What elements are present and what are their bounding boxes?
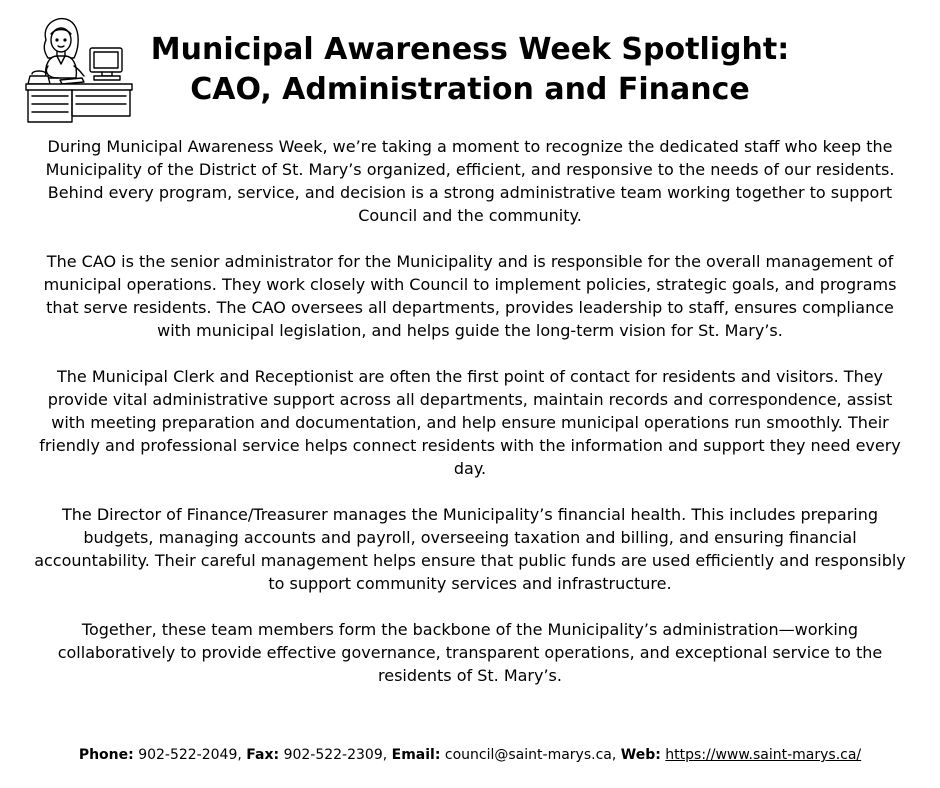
phone-number: 902-522-2049	[138, 747, 238, 763]
web-label: Web:	[620, 747, 661, 763]
phone-label: Phone:	[78, 747, 134, 763]
title-line-2: CAO, Administration and Finance	[190, 72, 750, 107]
title-line-1: Municipal Awareness Week Spotlight:	[150, 32, 790, 67]
paragraph-finance: The Director of Finance/Treasurer manages the Municipality’s financial health. This includes preparing budgets, managing accounts and payroll, overseeing taxation and billing, and ensuring financial accountability. Their careful management helps ensure that public funds are used efficiently and responsibly to support community services and infrastructure.	[34, 505, 906, 593]
separator: ,	[237, 747, 247, 763]
email-address: council@saint-marys.ca	[444, 747, 612, 763]
contact-line	[0, 745, 940, 765]
separator: ,	[611, 747, 621, 763]
separator: ,	[382, 747, 392, 763]
paragraph-cao: The CAO is the senior administrator for the Municipality and is responsible for the overall management of municipal operations. They work closely with Council to implement policies, strategic goals, and programs that serve residents. The CAO oversees all departments, provides leadership to staff, ensures compliance with municipal legislation, and helps guide the long-term vision for St. Mary’s.	[43, 252, 897, 340]
article-body	[34, 135, 906, 710]
fax-label: Fax:	[246, 747, 280, 763]
fax-number: 902-522-2309	[283, 747, 383, 763]
paragraph-closing: Together, these team members form the backbone of the Municipality’s administration—working collaboratively to provide effective governance, transparent operations, and exceptional service to the residents of St. Mary’s.	[57, 620, 883, 685]
website-link[interactable]: https://www.saint-marys.ca/	[665, 747, 862, 763]
paragraph-clerk: The Municipal Clerk and Receptionist are often the first point of contact for residents and visitors. They provide vital administrative support across all departments, maintain records and correspondence, assist with meeting preparation and documentation, and help ensure municipal operations run smoothly. Their friendly and professional service helps connect residents with the information and support they need every day.	[39, 367, 901, 478]
page-title	[120, 30, 820, 110]
paragraph-intro: During Municipal Awareness Week, we’re taking a moment to recognize the dedicated staff who keep the Municipality of the District of St. Mary’s organized, efficient, and responsive to the needs of our residents. Behind every program, service, and decision is a strong administrative team working together to support Council and the community.	[45, 137, 895, 225]
email-label: Email:	[391, 747, 441, 763]
